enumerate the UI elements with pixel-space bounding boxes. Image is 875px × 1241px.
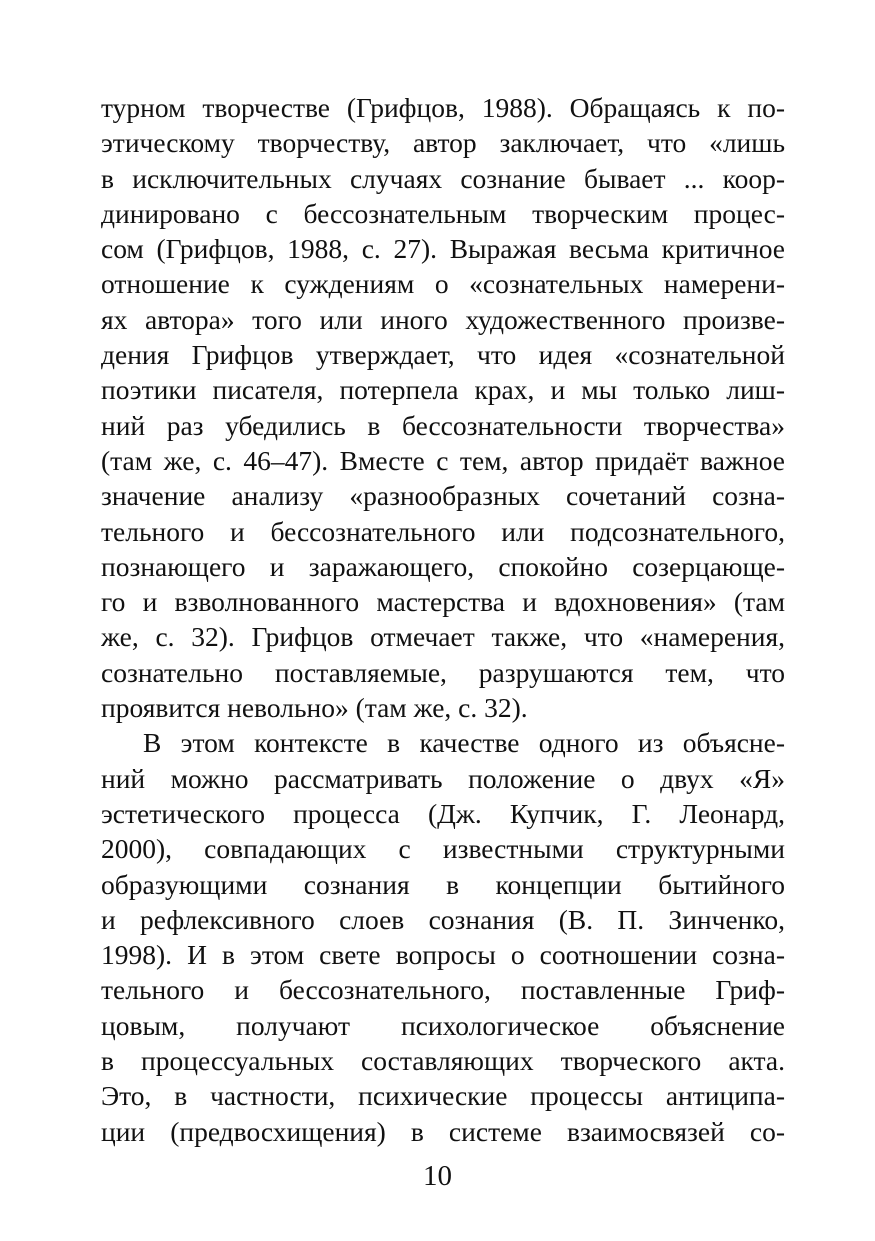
- text-line: ях автора» того или иного художественного произве-: [101, 303, 785, 335]
- text-line: познающего и заражающего, спокойно созерцающе-: [101, 550, 785, 582]
- text-line: проявится невольно» (там же, с. 32).: [101, 692, 528, 724]
- text-line: (там же, с. 46–47). Вместе с тем, автор придаёт важное: [101, 444, 785, 476]
- text-line: сознательно поставляемые, разрушаются тем, что: [101, 656, 785, 688]
- text-line: турном творчестве (Грифцов, 1988). Обращаясь к по-: [101, 92, 785, 123]
- text-line: го и взволнованного мастерства и вдохновения» (там: [101, 586, 785, 618]
- text-line: поэтики писателя, потерпела крах, и мы только лиш-: [101, 374, 785, 406]
- text-line: в процессуальных составляющих творческого акта.: [101, 1045, 785, 1077]
- text-line: в исключительных случаях сознание бывает ... коор-: [101, 162, 785, 194]
- page-number: 10: [423, 1160, 452, 1192]
- text-line: сом (Грифцов, 1988, с. 27). Выражая весьма критичное: [101, 233, 785, 265]
- text-line: Это, в частности, психические процессы антиципа-: [101, 1080, 785, 1112]
- text-line: ний раз убедились в бессознательности творчества»: [101, 409, 785, 441]
- text-line: этическому творчеству, автор заключает, что «лишь: [101, 127, 785, 159]
- text-line: цовым, получают психологическое объяснение: [101, 1009, 785, 1041]
- text-line: тельного и бессознательного или подсознательного,: [101, 515, 785, 547]
- text-line: 1998). И в этом свете вопросы о соотношении созна-: [101, 939, 785, 971]
- body-text: [101, 90, 785, 1149]
- text-line: эстетического процесса (Дж. Купчик, Г. Леонард,: [101, 797, 785, 829]
- text-line: же, с. 32). Грифцов отмечает также, что «намерения,: [101, 621, 785, 653]
- text-line: дения Грифцов утверждает, что идея «сознательной: [101, 339, 785, 371]
- text-line: ний можно рассматривать положение о двух «Я»: [101, 762, 785, 794]
- text-line: отношение к суждениям о «сознательных намерени-: [101, 268, 785, 300]
- text-line: и рефлексивного слоев сознания (В. П. Зинченко,: [101, 903, 785, 935]
- paragraph-1: [101, 90, 785, 725]
- text-line: ции (предвосхищения) в системе взаимосвязей со-: [101, 1115, 785, 1147]
- text-line: В этом контексте в качестве одного из объясне-: [143, 727, 785, 759]
- text-line: динировано с бессознательным творческим процес-: [101, 197, 785, 229]
- text-line: образующими сознания в концепции бытийного: [101, 868, 785, 900]
- paragraph-2: [101, 725, 785, 1149]
- text-line: 2000), совпадающих с известными структурными: [101, 833, 785, 865]
- text-line: значение анализу «разнообразных сочетаний созна-: [101, 480, 785, 512]
- text-line: тельного и бессознательного, поставленные Гриф-: [101, 974, 785, 1006]
